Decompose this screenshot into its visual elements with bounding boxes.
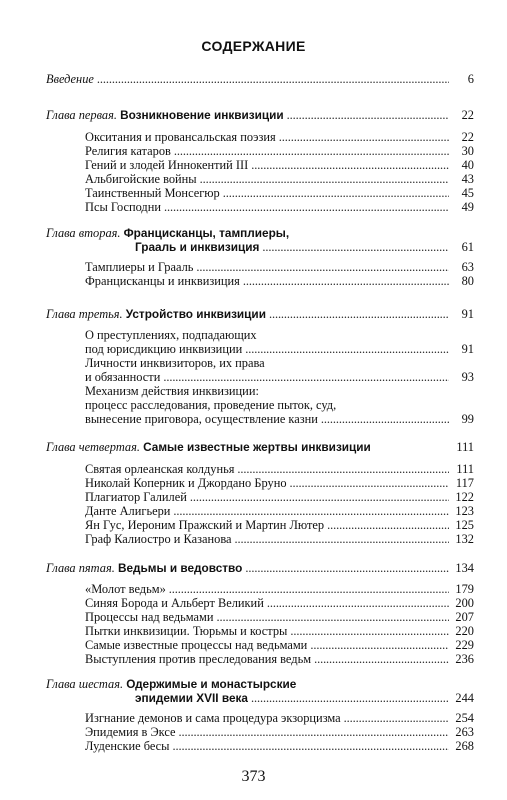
leader-dots [290, 476, 449, 490]
toc-entry[interactable] [85, 652, 474, 666]
leader-dots [327, 518, 449, 532]
toc-intro[interactable] [46, 72, 474, 86]
chapter-page: 61 [461, 240, 474, 254]
entry-title: Изгнание демонов и сама процедура экзорцизма [85, 711, 341, 725]
entry-title: Францисканцы и инквизиция [85, 274, 240, 288]
entry-page: 45 [461, 186, 474, 200]
toc-chapter-4[interactable] [46, 440, 474, 454]
leader-dots [179, 725, 449, 739]
entry-title: Луденские бесы [85, 739, 170, 753]
entry-page: 117 [455, 476, 474, 490]
leader-dots [245, 561, 449, 575]
chapter-label: Глава четвертая. [46, 440, 140, 454]
leader-dots [262, 240, 449, 254]
toc-entry[interactable] [85, 518, 474, 532]
toc-entry[interactable] [85, 200, 474, 214]
entry-page: 132 [455, 532, 474, 546]
leader-dots [235, 532, 449, 546]
toc-entry[interactable] [85, 725, 474, 739]
leader-dots [314, 652, 449, 666]
entry-title-cont: под юрисдикцию инквизиции [85, 342, 243, 356]
leader-dots [164, 200, 449, 214]
leader-dots [163, 370, 449, 384]
entry-page: 80 [461, 274, 474, 288]
toc-chapter-6[interactable] [46, 677, 474, 691]
leader-dots [237, 462, 449, 476]
leader-dots [279, 130, 449, 144]
leader-dots [243, 274, 449, 288]
toc-entry-cont[interactable] [85, 398, 474, 412]
leader-dots [321, 412, 449, 426]
entry-page: 49 [461, 200, 474, 214]
entry-page: 123 [455, 504, 474, 518]
entry-title: Граф Калиостро и Казанова [85, 532, 232, 546]
toc-entry[interactable] [85, 596, 474, 610]
leader-dots [97, 72, 449, 86]
toc-entry[interactable] [85, 490, 474, 504]
page-number: 373 [241, 768, 266, 785]
entry-page: 93 [461, 370, 474, 384]
toc-entry[interactable] [85, 504, 474, 518]
leader-dots [174, 144, 449, 158]
leader-dots [217, 610, 449, 624]
chapter-title: Возникновение инквизиции [120, 108, 284, 122]
leader-dots [245, 342, 449, 356]
toc-entry[interactable] [85, 144, 474, 158]
entry-title: Окситания и провансальская поэзия [85, 130, 276, 144]
entry-title: Таинственный Монсегюр [85, 186, 220, 200]
entry-page: 200 [455, 596, 474, 610]
chapter-title: Ведьмы и ведовство [117, 561, 243, 575]
toc-chapter-5[interactable] [46, 561, 474, 575]
leader-dots [251, 691, 449, 705]
entry-title: Пытки инквизиции. Тюрьмы и костры [85, 624, 288, 638]
chapter-label: Глава первая. [46, 108, 117, 122]
chapter-label: Глава третья. [46, 307, 123, 321]
leader-dots [172, 739, 449, 753]
toc-entry[interactable] [85, 624, 474, 638]
entry-page: 30 [461, 144, 474, 158]
toc-chapter-6-cont[interactable] [135, 691, 474, 705]
entry-title: Эпидемия в Эксе [85, 725, 176, 739]
entry-page: 122 [455, 490, 474, 504]
entry-title: Самые известные процессы над ведьмами [85, 638, 308, 652]
chapter-title-cont: Грааль и инквизиция [135, 240, 260, 254]
leader-dots [223, 186, 449, 200]
toc-entry[interactable] [85, 384, 474, 398]
entry-page: 254 [455, 711, 474, 725]
toc-entry[interactable] [85, 711, 474, 725]
entry-page: 220 [455, 624, 474, 638]
toc-entry[interactable] [85, 739, 474, 753]
entry-title: О преступлениях, подпадающих [85, 328, 257, 342]
entry-title: Альбигойские войны [85, 172, 197, 186]
leader-dots [196, 260, 449, 274]
toc-chapter-3[interactable] [46, 307, 474, 321]
entry-title: Механизм действия инквизиции: [85, 384, 259, 398]
intro-label: Введение [46, 72, 94, 86]
toc-entry-cont[interactable] [85, 370, 474, 384]
entry-page: 179 [455, 582, 474, 596]
chapter-title: Францисканцы, тамплиеры, [123, 226, 290, 240]
entry-title: Николай Коперник и Джордано Бруно [85, 476, 287, 490]
entry-title: Личности инквизиторов, их права [85, 356, 265, 370]
entry-title: «Молот ведьм» [85, 582, 166, 596]
chapter-title: Самые известные жертвы инквизиции [143, 440, 371, 454]
entry-page: 111 [456, 462, 474, 476]
entry-title: Тамплиеры и Грааль [85, 260, 194, 274]
entry-page: 229 [455, 638, 474, 652]
entry-page: 91 [461, 342, 474, 356]
entry-title: Процессы над ведьмами [85, 610, 214, 624]
leader-dots [200, 172, 449, 186]
toc-entry[interactable] [85, 274, 474, 288]
entry-page: 207 [455, 610, 474, 624]
toc-entry[interactable] [85, 328, 474, 342]
chapter-page: 111 [456, 440, 474, 454]
entry-title: Псы Господни [85, 200, 161, 214]
leader-dots [173, 504, 449, 518]
entry-page: 22 [461, 130, 474, 144]
chapter-page: 22 [461, 108, 474, 122]
leader-dots [290, 624, 449, 638]
entry-title: Святая орлеанская колдунья [85, 462, 235, 476]
chapter-page: 91 [461, 307, 474, 321]
leader-dots [287, 108, 449, 122]
leader-dots [269, 307, 449, 321]
entry-title-cont: и обязанности [85, 370, 161, 384]
chapter-page: 134 [455, 561, 474, 575]
toc-entry[interactable] [85, 532, 474, 546]
toc-entry[interactable] [85, 260, 474, 274]
toc-entry[interactable] [85, 476, 474, 490]
toc-chapter-2-cont[interactable] [135, 240, 474, 254]
toc-entry-cont[interactable] [85, 342, 474, 356]
toc-entry[interactable] [85, 186, 474, 200]
entry-title: Религия катаров [85, 144, 171, 158]
entry-title: Выступления против преследования ведьм [85, 652, 312, 666]
toc-entry[interactable] [85, 158, 474, 172]
chapter-label: Глава пятая. [46, 561, 115, 575]
chapter-title: Устройство инквизиции [125, 307, 266, 321]
chapter-label: Глава шестая. [46, 677, 124, 691]
entry-page: 263 [455, 725, 474, 739]
entry-title: Плагиатор Галилей [85, 490, 187, 504]
chapter-title: Одержимые и монастырские [126, 677, 297, 691]
entry-page: 43 [461, 172, 474, 186]
toc-entry[interactable] [85, 610, 474, 624]
entry-page: 99 [461, 412, 474, 426]
intro-page: 6 [467, 72, 474, 86]
page-title: СОДЕРЖАНИЕ [201, 38, 306, 54]
leader-dots [251, 158, 449, 172]
entry-title: Синяя Борода и Альберт Великий [85, 596, 264, 610]
toc-entry[interactable] [85, 172, 474, 186]
chapter-page: 244 [455, 691, 474, 705]
entry-title-cont: вынесение приговора, осуществление казни [85, 412, 318, 426]
entry-page: 268 [455, 739, 474, 753]
leader-dots [267, 596, 449, 610]
entry-title: Гений и злодей Иннокентий III [85, 158, 249, 172]
entry-page: 236 [455, 652, 474, 666]
leader-dots [169, 582, 449, 596]
entry-title: Ян Гус, Иероним Пражский и Мартин Лютер [85, 518, 325, 532]
chapter-title-cont: эпидемии XVII века [135, 691, 248, 705]
toc-chapter-2[interactable] [46, 226, 474, 240]
toc-entry[interactable] [85, 356, 474, 370]
toc-entry[interactable] [85, 462, 474, 476]
entry-title-cont: процесс расследования, проведение пыток, суд, [85, 398, 337, 412]
leader-dots [344, 711, 449, 725]
leader-dots [310, 638, 449, 652]
chapter-label: Глава вторая. [46, 226, 121, 240]
entry-page: 125 [455, 518, 474, 532]
toc-chapter-1[interactable] [46, 108, 474, 122]
toc-entry[interactable] [85, 638, 474, 652]
leader-dots [190, 490, 449, 504]
toc-entry-cont[interactable] [85, 412, 474, 426]
toc-entry[interactable] [85, 582, 474, 596]
toc-entry[interactable] [85, 130, 474, 144]
entry-page: 40 [461, 158, 474, 172]
entry-page: 63 [461, 260, 474, 274]
entry-title: Данте Алигьери [85, 504, 171, 518]
